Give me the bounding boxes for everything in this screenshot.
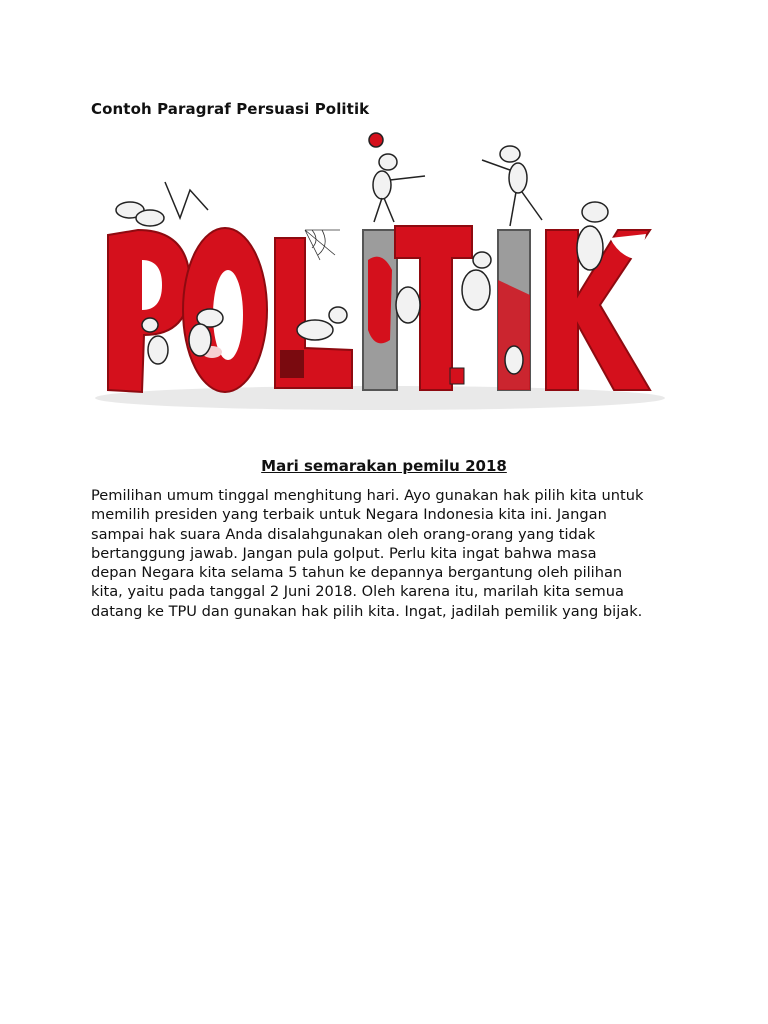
document-title: Contoh Paragraf Persuasi Politik bbox=[91, 100, 370, 118]
paragraph-line: bertanggung jawab. Jangan pula golput. Perlu kita ingat bahwa masa bbox=[91, 544, 597, 562]
letter-i-first bbox=[363, 230, 397, 390]
paragraph-line: kita, yaitu pada tanggal 2 Juni 2018. Oleh karena itu, marilah kita semua bbox=[91, 583, 624, 601]
paint-bucket bbox=[450, 368, 464, 384]
paragraph-line: Pemilihan umum tinggal menghitung hari. Ayo gunakan hak pilih kita untuk bbox=[91, 487, 644, 504]
paragraph-line: memilih presiden yang terbaik untuk Negara Indonesia kita ini. Jangan bbox=[91, 506, 607, 524]
paragraph-line: depan Negara kita selama 5 tahun ke depannya bergantung oleh pilihan bbox=[91, 564, 623, 582]
spider-web bbox=[305, 230, 340, 260]
letter-p bbox=[108, 230, 190, 392]
politik-illustration bbox=[90, 130, 670, 420]
logo-wordmark: POLITIK bbox=[90, 130, 94, 131]
section-subtitle: Mari semarakan pemilu 2018 bbox=[261, 457, 507, 475]
paragraph-line: datang ke TPU dan gunakan hak pilih kita. Ingat, jadilah pemilik yang bijak. bbox=[91, 602, 643, 620]
body-paragraph bbox=[91, 486, 691, 621]
paragraph-line: sampai hak suara Anda disalahgunakan oleh orang-orang yang tidak bbox=[91, 525, 596, 543]
letter-o bbox=[183, 228, 267, 392]
